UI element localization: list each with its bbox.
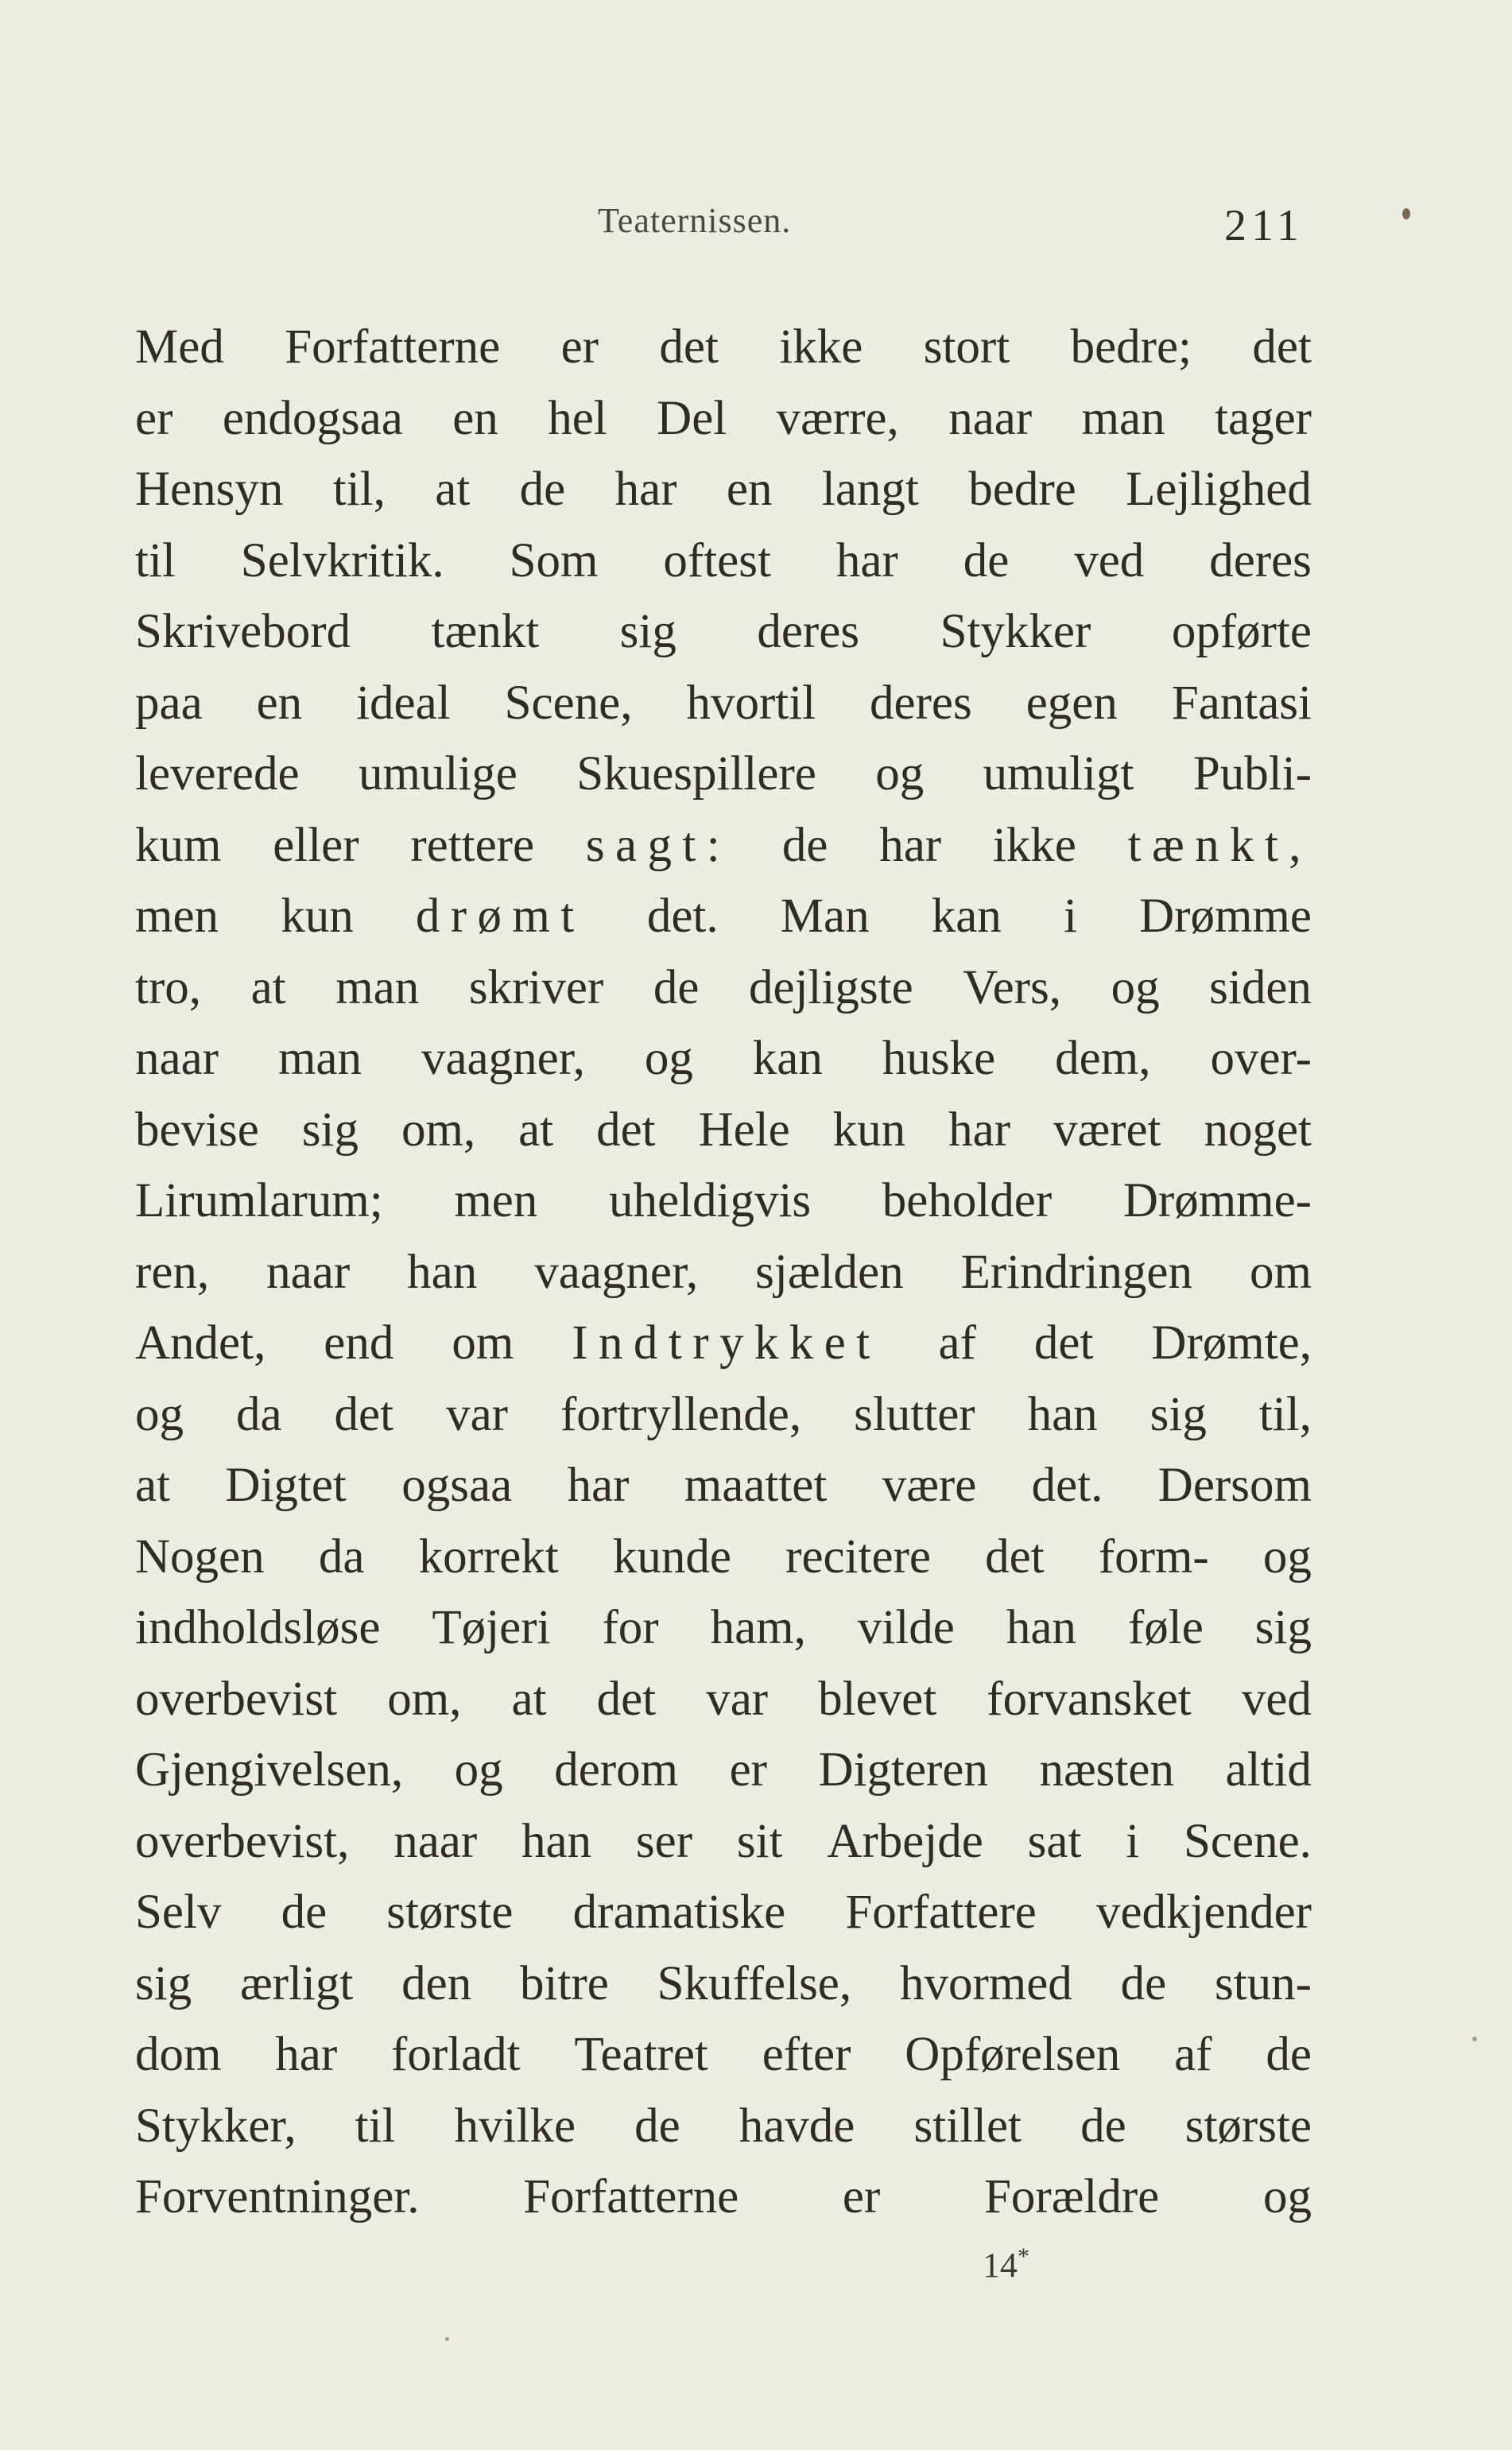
word: Gjengivelsen,: [135, 1743, 404, 1797]
word: kunde: [612, 1529, 731, 1584]
word: derom: [554, 1743, 679, 1797]
word: Forældre: [983, 2170, 1160, 2223]
word: det: [659, 320, 719, 374]
word: det: [1033, 1316, 1094, 1370]
word: de: [519, 463, 566, 516]
word: for: [602, 1601, 659, 1654]
word: tager: [1215, 391, 1312, 445]
word: Som: [509, 533, 599, 587]
text-line: [135, 2091, 1312, 2162]
word: og: [135, 1387, 184, 1441]
word: slutter: [854, 1387, 975, 1441]
text-line: [135, 2161, 1312, 2233]
word: Hele: [698, 1103, 790, 1157]
word: naar: [948, 391, 1033, 445]
word: Erindringen: [960, 1245, 1192, 1299]
word: de: [281, 1886, 328, 1939]
word: langt: [821, 463, 919, 516]
body-text: [135, 312, 1312, 2233]
text-line: [135, 1877, 1312, 1948]
word: det: [596, 1672, 657, 1726]
word: Teatret: [574, 2028, 708, 2081]
word: Dersom: [1157, 1459, 1312, 1512]
word: ved: [1241, 1672, 1312, 1726]
ink-speck: [1472, 2037, 1477, 2041]
word: havde: [739, 2099, 855, 2153]
word: ham,: [710, 1601, 806, 1654]
word: tænkt,: [1127, 818, 1312, 872]
word: huske: [882, 1032, 996, 1085]
word: i: [1063, 890, 1077, 943]
word: dramatiske: [572, 1886, 786, 1939]
word: dem,: [1055, 1032, 1151, 1085]
word: indholdsløse: [135, 1601, 381, 1654]
word: Publi-: [1192, 747, 1312, 801]
signature-mark: [983, 2243, 1029, 2285]
word: Digteren: [818, 1743, 988, 1797]
word: en: [726, 463, 773, 516]
word: de: [1266, 2028, 1312, 2081]
word: var: [706, 1672, 769, 1726]
word: er: [729, 1743, 767, 1797]
word: vaagner,: [421, 1032, 585, 1085]
word: dom: [135, 2028, 222, 2081]
word: største: [1184, 2099, 1312, 2153]
word: Andet,: [135, 1316, 266, 1370]
word: de: [634, 2099, 680, 2153]
word: sig: [619, 605, 677, 658]
word: at: [518, 1103, 554, 1157]
text-line: [135, 1806, 1312, 1878]
word: Arbejde: [827, 1814, 983, 1868]
word: Opførelsen: [905, 2028, 1121, 2081]
word: Skuespillere: [576, 747, 816, 801]
text-line: [135, 1308, 1312, 1379]
text-line: [135, 2019, 1312, 2091]
ink-speck: [445, 2337, 449, 2341]
word: maattet: [684, 1459, 828, 1512]
word: ser: [635, 1814, 693, 1868]
word: Stykker: [940, 605, 1091, 658]
word: beholder: [882, 1174, 1053, 1227]
word: man: [335, 960, 420, 1014]
word: stillet: [913, 2099, 1022, 2153]
text-line: [135, 1023, 1312, 1095]
word: oftest: [663, 533, 771, 587]
word: Selvkritik.: [240, 533, 444, 587]
text-line: [135, 1095, 1312, 1166]
word: største: [386, 1886, 514, 1939]
word: uheldigvis: [608, 1174, 812, 1227]
word: tro,: [135, 960, 202, 1014]
word: Lirumlarum;: [135, 1174, 383, 1227]
text-line: [135, 1948, 1312, 2020]
word: vedkjender: [1095, 1886, 1312, 1939]
word: sig: [135, 1956, 192, 2010]
word: man: [277, 1032, 362, 1085]
word: leverede: [135, 747, 300, 801]
word: at: [250, 960, 286, 1014]
word: at: [435, 463, 471, 516]
word: Med: [135, 320, 224, 374]
word: og: [644, 1032, 693, 1085]
word: Forfattere: [845, 1886, 1037, 1939]
signature-asterisk: *: [1018, 2243, 1029, 2270]
word: overbevist: [135, 1672, 338, 1726]
word: ærligt: [239, 1956, 354, 2010]
text-line: [135, 596, 1312, 668]
word: overbevist,: [135, 1814, 350, 1868]
word: Scene,: [504, 676, 633, 730]
word: Selv: [135, 1886, 222, 1939]
word: at: [511, 1672, 547, 1726]
word: og: [1262, 1529, 1312, 1584]
text-line: [135, 1379, 1312, 1451]
word: bitre: [520, 1956, 609, 2010]
word: stun-: [1214, 1956, 1312, 2010]
text-line: [135, 810, 1312, 882]
word: ogsaa: [401, 1459, 513, 1512]
word: Forventninger.: [135, 2170, 420, 2223]
word: opførte: [1171, 605, 1312, 658]
word: han: [521, 1814, 592, 1868]
word: Drømme-: [1122, 1174, 1312, 1227]
word: har: [948, 1103, 1011, 1157]
word: kan: [931, 890, 1002, 943]
word: ikke: [992, 818, 1076, 872]
word: de: [963, 533, 1010, 587]
word: værre,: [776, 391, 899, 445]
word: føle: [1127, 1601, 1204, 1654]
word: da: [235, 1387, 282, 1441]
word: de: [653, 960, 700, 1014]
text-line: [135, 1664, 1312, 1735]
word: bedre: [968, 463, 1076, 516]
word: Stykker,: [135, 2099, 297, 2153]
word: hvortil: [686, 676, 816, 730]
text-line: [135, 1522, 1312, 1593]
word: end: [324, 1316, 394, 1370]
word: endogsaa: [222, 391, 403, 445]
word: deres: [757, 605, 860, 658]
word: Skrivebord: [135, 605, 351, 658]
word: været: [1053, 1103, 1161, 1157]
word: om: [1250, 1245, 1312, 1299]
word: noget: [1204, 1103, 1312, 1157]
word: Lejlighed: [1126, 463, 1312, 516]
word: kan: [752, 1032, 823, 1085]
signature-number: 14: [983, 2246, 1018, 2285]
word: det: [334, 1387, 394, 1441]
word: naar: [135, 1032, 219, 1085]
text-line: [135, 1735, 1312, 1806]
word: sig: [1150, 1387, 1207, 1441]
word: ikke: [779, 320, 863, 374]
word: form-: [1098, 1529, 1209, 1584]
word: er: [842, 2170, 881, 2223]
word: sjælden: [755, 1245, 904, 1299]
word: sig: [1254, 1601, 1312, 1654]
word: Drømte,: [1151, 1316, 1312, 1370]
word: efter: [762, 2028, 851, 2081]
word: Drømme: [1139, 890, 1312, 943]
word: altid: [1225, 1743, 1312, 1797]
word: vilde: [857, 1601, 955, 1654]
word: Hensyn: [135, 463, 284, 516]
word: Skuffelse,: [657, 1956, 852, 2010]
word: ren,: [135, 1245, 210, 1299]
word: til,: [332, 463, 386, 516]
word: eller: [273, 818, 359, 872]
word: næsten: [1039, 1743, 1174, 1797]
word: i: [1126, 1814, 1140, 1868]
word: er: [560, 320, 599, 374]
word: sig: [301, 1103, 359, 1157]
word: skriver: [468, 960, 604, 1014]
word: og: [875, 747, 925, 801]
text-line: [135, 383, 1312, 455]
word: sat: [1027, 1814, 1082, 1868]
word: tænkt: [431, 605, 540, 658]
word: har: [275, 2028, 338, 2081]
word: Man: [780, 890, 870, 943]
word: om,: [401, 1103, 476, 1157]
word: korrekt: [418, 1529, 559, 1584]
word: hvilke: [454, 2099, 576, 2153]
running-title: Teaternissen.: [598, 201, 792, 240]
word: var: [446, 1387, 508, 1441]
text-line: [135, 738, 1312, 810]
word: Nogen: [135, 1529, 265, 1584]
word: deres: [1209, 533, 1312, 587]
running-head: [0, 200, 1512, 256]
word: over-: [1210, 1032, 1312, 1085]
word: hel: [548, 391, 607, 445]
word: Fantasi: [1171, 676, 1312, 730]
word: de: [781, 818, 828, 872]
word: vaagner,: [534, 1245, 699, 1299]
text-line: [135, 1165, 1312, 1237]
word: har: [835, 533, 898, 587]
word: forvansket: [987, 1672, 1192, 1726]
word: det.: [1031, 1459, 1103, 1512]
word: Digtet: [225, 1459, 347, 1512]
text-line: [135, 525, 1312, 597]
word: ideal: [356, 676, 451, 730]
word: naar: [394, 1814, 478, 1868]
word: da: [318, 1529, 365, 1584]
ink-speck: [1402, 208, 1410, 219]
word: han: [407, 1245, 478, 1299]
word: naar: [266, 1245, 351, 1299]
word: Del: [657, 391, 727, 445]
word: umuligt: [983, 747, 1134, 801]
word: en: [452, 391, 498, 445]
word: til,: [1258, 1387, 1312, 1441]
word: og: [1111, 960, 1160, 1014]
text-line: [135, 881, 1312, 952]
word: egen: [1025, 676, 1118, 730]
word: stort: [923, 320, 1010, 374]
word: til: [135, 533, 176, 587]
word: Forfatterne: [523, 2170, 739, 2223]
word: sit: [736, 1814, 783, 1868]
word: paa: [135, 676, 203, 730]
word: om: [452, 1316, 514, 1370]
word: bevise: [135, 1103, 259, 1157]
word: er: [135, 391, 173, 445]
text-line: [135, 668, 1312, 739]
word: kum: [135, 818, 222, 872]
word: at: [135, 1459, 171, 1512]
word: en: [256, 676, 303, 730]
word: han: [1027, 1387, 1098, 1441]
word: de: [1080, 2099, 1126, 2153]
word: til: [355, 2099, 396, 2153]
word: siden: [1209, 960, 1312, 1014]
word: sagt:: [585, 818, 731, 872]
word: bedre;: [1070, 320, 1192, 374]
word: hvormed: [899, 1956, 1072, 2010]
word: blevet: [818, 1672, 937, 1726]
word: fortryllende,: [560, 1387, 802, 1441]
word: de: [1120, 1956, 1167, 2010]
text-line: [135, 952, 1312, 1024]
word: drømt: [415, 890, 585, 943]
word: af: [1174, 2028, 1212, 2081]
word: dejligste: [749, 960, 913, 1014]
text-line: [135, 312, 1312, 383]
text-line: [135, 1237, 1312, 1308]
word: recitere: [785, 1529, 931, 1584]
word: har: [879, 818, 942, 872]
word: være: [882, 1459, 977, 1512]
word: men: [454, 1174, 538, 1227]
word: har: [567, 1459, 630, 1512]
word: Indtrykket: [572, 1316, 881, 1370]
word: og: [1262, 2170, 1312, 2223]
word: kun: [832, 1103, 906, 1157]
word: det: [596, 1103, 656, 1157]
word: ved: [1074, 533, 1145, 587]
word: Tøjeri: [432, 1601, 551, 1654]
word: kun: [281, 890, 354, 943]
word: umulige: [358, 747, 518, 801]
word: Vers,: [963, 960, 1061, 1014]
word: forladt: [391, 2028, 521, 2081]
word: deres: [870, 676, 972, 730]
word: men: [135, 890, 219, 943]
word: om,: [387, 1672, 462, 1726]
word: har: [614, 463, 677, 516]
word: Forfatterne: [285, 320, 501, 374]
word: rettere: [410, 818, 535, 872]
word: det.: [646, 890, 719, 943]
word: man: [1081, 391, 1165, 445]
word: af: [938, 1316, 976, 1370]
text-line: [135, 454, 1312, 525]
word: Scene.: [1184, 1814, 1312, 1868]
text-line: [135, 1450, 1312, 1522]
text-line: [135, 1592, 1312, 1664]
page-number: 211: [1224, 201, 1304, 250]
word: det: [1252, 320, 1312, 374]
word: den: [401, 1956, 472, 2010]
word: han: [1006, 1601, 1076, 1654]
word: det: [985, 1529, 1045, 1584]
word: og: [454, 1743, 503, 1797]
